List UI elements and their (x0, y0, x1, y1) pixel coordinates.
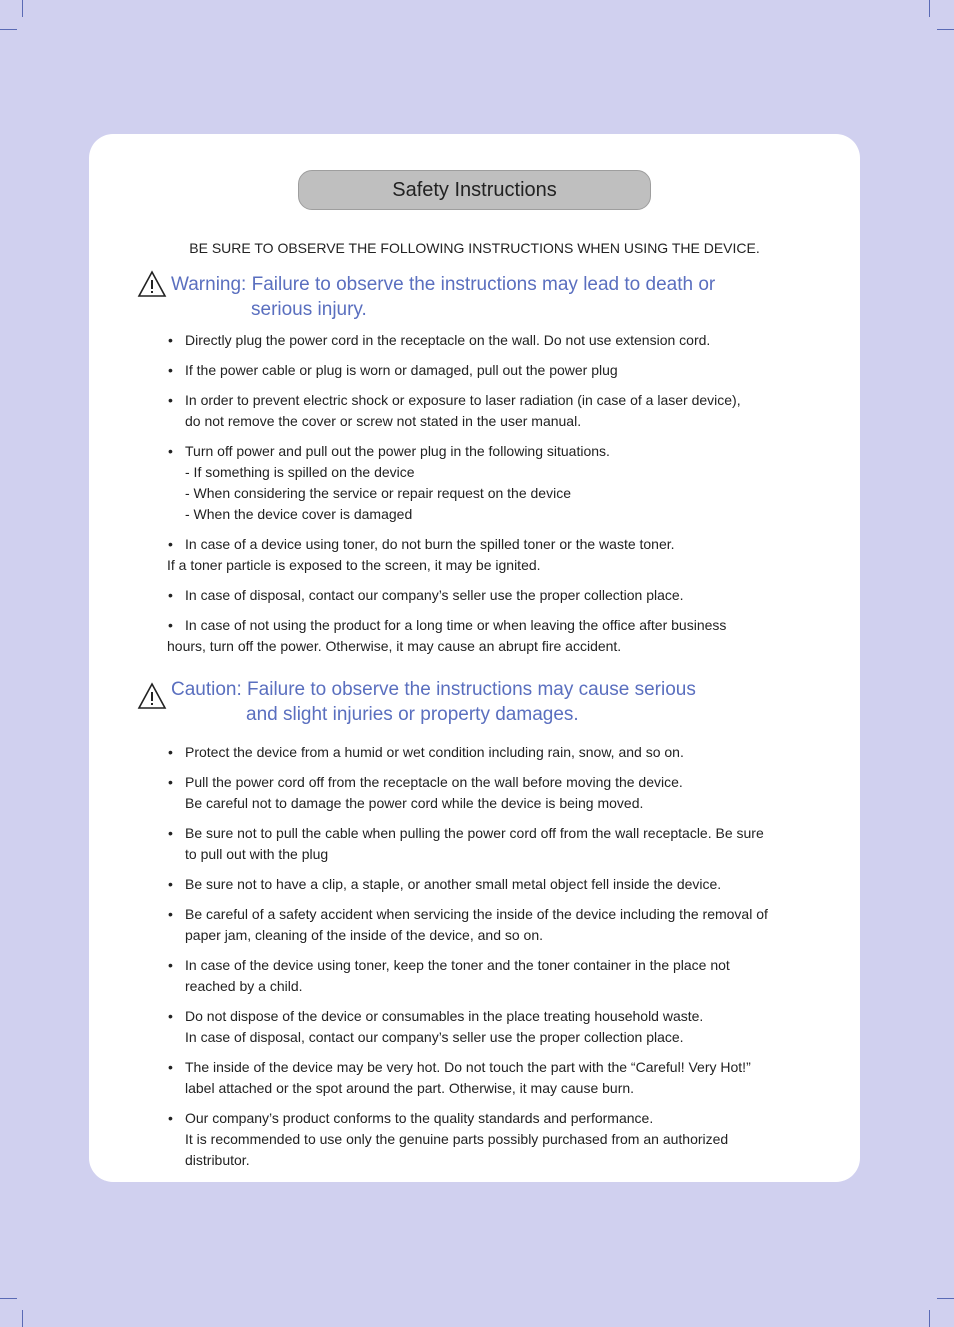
safety-card (89, 134, 860, 1182)
crop-mark (0, 29, 17, 30)
list-item: • Do not dispose of the device or consumables in the place treating household waste. In case of disposal, contact our company’s seller use the proper collection place. (168, 1008, 704, 1045)
warning-heading-line2: serious injury. (251, 299, 367, 320)
caution-triangle-icon (137, 682, 167, 710)
list-item: • Be sure not to have a clip, a staple, or another small metal object fell inside the device. (168, 876, 722, 892)
list-item: • Be sure not to pull the cable when pulling the power cord off from the wall receptacle. Be sure to pull out with the plug (168, 825, 764, 862)
list-item: • In case of disposal, contact our company’s seller use the proper collection place. (168, 587, 684, 603)
warning-list (168, 330, 818, 666)
crop-mark (929, 0, 930, 17)
list-item: • The inside of the device may be very hot. Do not touch the part with the “Careful! Very Hot!” label attached or the spot around the part. Otherwise, it may cause burn. (168, 1059, 751, 1096)
list-item: • Pull the power cord off from the receptacle on the wall before moving the device. Be careful not to damage the power cord while the device is being moved. (168, 774, 683, 811)
caution-heading-line2: and slight injuries or property damages. (246, 704, 579, 725)
caution-heading-line1: Caution: Failure to observe the instructions may cause serious (171, 679, 696, 700)
caution-heading (171, 677, 696, 727)
list-item: • If the power cable or plug is worn or damaged, pull out the power plug (168, 362, 618, 378)
crop-mark (937, 29, 954, 30)
crop-mark (0, 1298, 17, 1299)
list-item: • Our company’s product conforms to the quality standards and performance. It is recommended to use only the genuine parts possibly purchased from an authorized distributor. (168, 1110, 729, 1168)
list-item: • In case of a device using toner, do not burn the spilled toner or the waste toner. If a toner particle is exposed to the screen, it may be ignited. (167, 536, 675, 573)
list-item: • Directly plug the power cord in the receptacle on the wall. Do not use extension cord. (168, 332, 711, 348)
caution-list (168, 742, 840, 1180)
crop-mark (22, 0, 23, 17)
list-item: • Be careful of a safety accident when servicing the inside of the device including the removal of paper jam, cleaning of the inside of the device, and so on. (168, 906, 768, 943)
warning-heading-line1: Warning: Failure to observe the instructions may lead to death or (171, 274, 716, 295)
list-item: • In order to prevent electric shock or exposure to laser radiation (in case of a laser device), do not remove the cover or screw not stated in the user manual. (168, 392, 741, 429)
list-item: • In case of not using the product for a long time or when leaving the office after business hours, turn off the power. Otherwise, it may cause an abrupt fire accident. (167, 617, 727, 654)
list-item: • Protect the device from a humid or wet condition including rain, snow, and so on. (168, 744, 684, 760)
list-item: • Turn off power and pull out the power plug in the following situations. - If something is spilled on the device - When considering the service or repair request on the device - When the device cover is damaged (168, 443, 610, 522)
warning-heading (171, 272, 715, 322)
crop-mark (937, 1298, 954, 1299)
warning-triangle-icon (137, 270, 167, 298)
list-item: • In case of the device using toner, keep the toner and the toner container in the place not reached by a child. (168, 957, 730, 994)
crop-mark (22, 1310, 23, 1327)
intro-text: BE SURE TO OBSERVE THE FOLLOWING INSTRUCTIONS WHEN USING THE DEVICE. (189, 240, 760, 256)
page-title: Safety Instructions (298, 170, 651, 210)
crop-mark (929, 1310, 930, 1327)
